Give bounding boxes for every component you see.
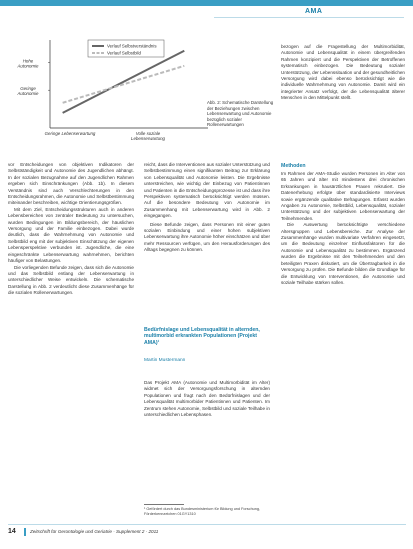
- header-rule: [214, 17, 404, 18]
- figure-caption: Abb. 2: Schematische Darstellung der Beziehungen zwischen Lebenserwartung und Autonomie bezüglich sozialer Rollenerwartungen: [207, 100, 274, 128]
- x-tick-label: Geringe Lebenserwartung: [44, 131, 96, 136]
- column-3-bottom: [281, 171, 405, 286]
- paragraph: Mit dem Ziel, Entscheidungsstrukturen auch in anderen Lebensbereichen von zentraler Bedeutung zu untersuchen, wurden Bedingungen im Bildungsbereich, der häuslichen Versorgung und der Familie einbezogen. Dabei wurde deutlich, dass die Wahrnehmung von Autonomie und Selbstbild eng mit der subjektiven Einschätzung der eigenen Lebensperspektive verbunden ist. Jugendliche, die eine eingeschränkte Lebenserwartung wahrnehmen, berichten häufiger von Belastungen.: [8, 206, 134, 264]
- top-color-bar: [0, 0, 413, 6]
- series-line: [63, 51, 185, 113]
- section-label: AMA: [305, 8, 323, 15]
- y-tick-label: Geringe Autonomie: [17, 86, 39, 97]
- paragraph: Diese Befunde zeigen, dass Personen mit einer guten sozialen Einbindung und einer hohen subjektiven Lebenserwartung ihre Autonomie höher einschätzen und über mehr Ressourcen verfügen, um den Herausforderungen des Alltags begegnen zu können.: [144, 221, 270, 253]
- column-3-top: [281, 44, 405, 102]
- paragraph: Das Projekt AMA (Autonomie und Multimorbidität im Alter) widmet sich der Versorgungsforschung in alternden Populationen und fragt nach den Bedürfnislagen und der Lebensqualität multimorbider Patientinnen und Patienten. Im Zentrum stehen Autonomie, Selbstbild und soziale Teilhabe in unterschiedlichen Lebensphasen.: [144, 380, 270, 418]
- paragraph: bezogen auf die Fragestellung der Multimorbidität, Autonomie und Lebensqualität in einem übergreifenden Rahmen konzipiert und die Perspektiven der Betroffenen systematisch einbezogen. Die Bedeutung sozialer Unterstützung, der Lebenssituation und der gesundheitlichen Versorgung wird dabei ebenso berücksichtigt wie die individuelle Wahrnehmung von Autonomie. Damit wird ein integrierter Ansatz verfolgt, der die Lebensqualität älterer Menschen in den Mittelpunkt stellt.: [281, 44, 405, 101]
- legend-label: Verlauf Selbstbild: [107, 50, 141, 56]
- paragraph: Die Auswertung berücksichtigte verschiedene Altersgruppen und Lebensbereiche. Zur Analyse der Zusammenhänge wurden multivariate Verfahren eingesetzt, um die Bedeutung einzelner Einflussfaktoren für die Autonomie und Lebensqualität zu bestimmen. Ergänzend wurden die Ergebnisse mit den Teilnehmenden und den beteiligten Praxen diskutiert, um die Übertragbarkeit in die Versorgung zu prüfen. Die Befunde bilden die Grundlage für die Entwicklung von Interventionen, die Autonomie und soziale Teilhabe stärken sollen.: [281, 222, 405, 285]
- journal-title: Zeitschrift für Gerontologie und Geriatrie · Supplement 2 · 2011: [30, 529, 159, 534]
- x-tick-label: Volle soziale Lebenserwartung: [131, 131, 165, 141]
- column-1: [8, 162, 134, 297]
- paragraph: vor Entscheidungen von objektiven Indikatoren der Selbstständigkeit und Autonomie des Jugendlichen abhängt. In der sozialen Bezugnahme auf den Jugendlichen Rahmen ergeben sich Einschränkungen (Abb. 1b). In diesem Verständnis sind auch Verschlechterungen in den Entscheidungsrahmen, die Autonomie und Selbstbestimmung miteinander beschreiben, wichtige Orientierungsgrößen.: [8, 162, 134, 206]
- footnote-rule: [144, 504, 184, 505]
- page-footer: [8, 524, 406, 537]
- paragraph: Im Rahmen der AMA-Studie wurden Personen im Alter von 65 Jahren und älter mit mindestens drei chronischen Erkrankungen in hausärztlichen Praxen rekrutiert. Die Datenerhebung erfolgte über standardisierte Interviews sowie ergänzende qualitative Befragungen. Erfasst wurden Angaben zu Autonomie, Selbstbild, Lebensqualität, sozialer Unterstützung und der subjektiven Lebenserwartung der Teilnehmenden.: [281, 171, 405, 221]
- page-number: 14: [8, 528, 16, 535]
- chart: [8, 36, 278, 146]
- figure: [8, 36, 278, 146]
- column-2-bottom: [144, 380, 270, 418]
- footer-accent-bar: [24, 528, 26, 536]
- paragraph: reicht, dass die Interventionen aus sozialer Unterstützung und Selbstbestimmung einen signifikanten Beitrag zur Erklärung von Lebensqualität und Autonomie leisten. Die Ergebnisse unterstreichen, wie wichtig der Einbezug von Patientinnen und Patienten in die Entscheidungsprozesse ist und dass ihre Perspektiven systematisch berücksichtigt werden müssen. Auf die besondere Bedeutung von Autonomie im Zusammenhang mit Lebenserwartung wird in Abb. 2 eingegangen.: [144, 162, 270, 219]
- methods-heading: Methoden: [281, 163, 306, 169]
- series-line: [63, 66, 185, 103]
- y-tick-label: Hohe Autonomie: [17, 58, 39, 69]
- article-author: Martin Mustermann: [144, 358, 186, 363]
- footnote: ¹ Gefördert durch das Bundesministerium für Bildung und Forschung, Förderkennzeichen 01GY1310: [144, 507, 261, 516]
- paragraph: Die vorliegenden Befunde zeigen, dass sich die Autonomie und das Selbstbild entlang der Lebenserwartung in unterschiedlicher Weise entwickeln. Die schematische Darstellung in Abb. 2 verdeutlicht diese Zusammenhänge für die sozialen Rollenerwartungen.: [8, 264, 134, 296]
- column-2-top: [144, 162, 270, 254]
- article-title: Bedürfnislage und Lebensqualität in alternden, multimorbid erkrankten Populationen (Projekt AMA)¹: [144, 327, 260, 346]
- legend-label: Verlauf Selbstverständnis: [107, 43, 157, 49]
